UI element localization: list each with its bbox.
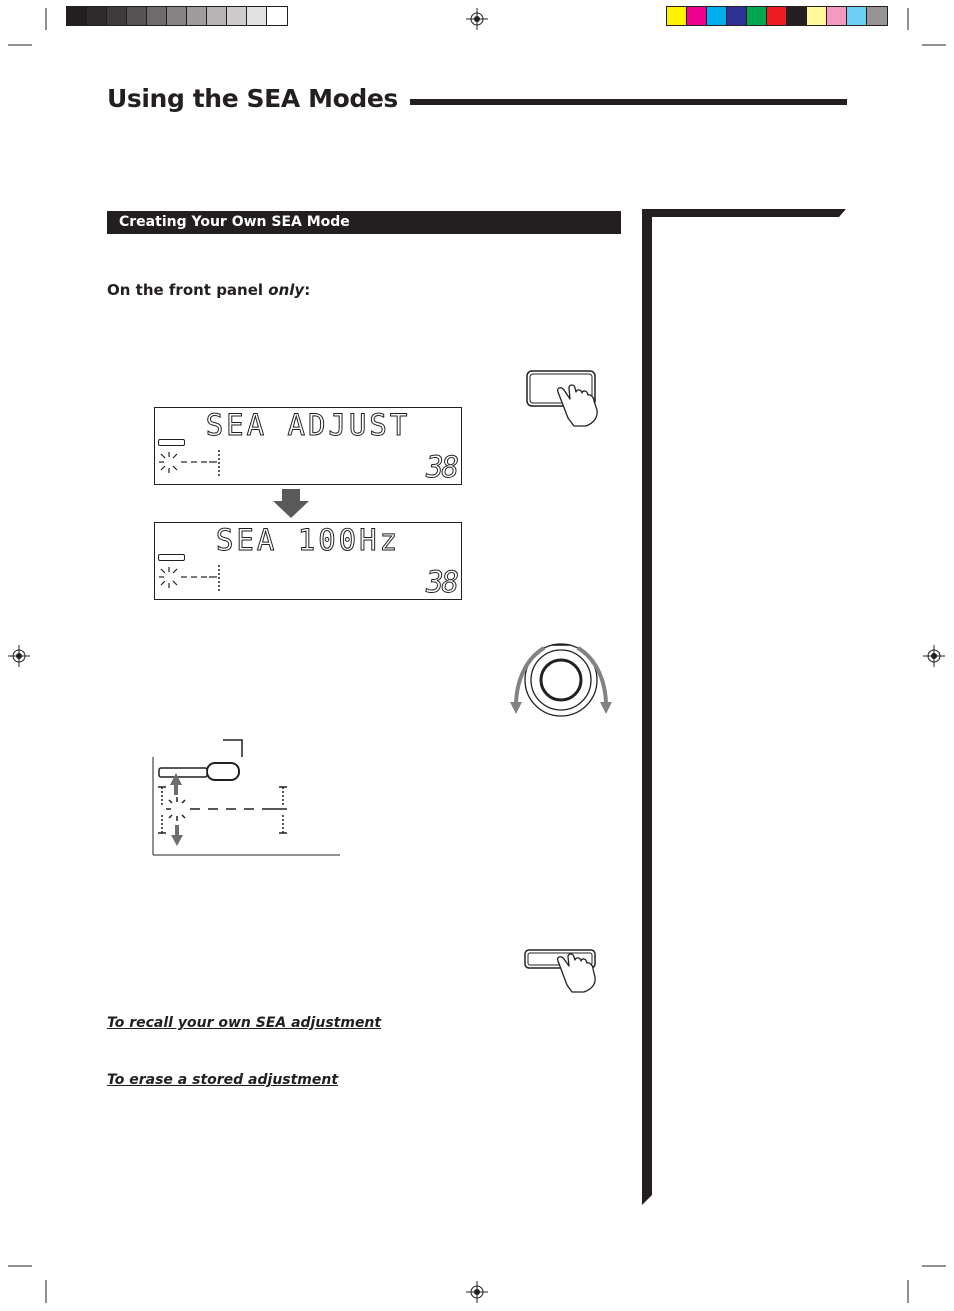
- lcd-text: SEA ADJUST: [205, 408, 411, 442]
- lcd-indicator: [158, 554, 185, 561]
- front-panel-note-prefix: On the front panel: [107, 281, 269, 299]
- registration-mark-icon: [466, 8, 488, 30]
- arrow-down-icon: [273, 489, 309, 519]
- blink-indicator-icon: [157, 563, 225, 593]
- hand-press-icon: [522, 947, 602, 995]
- registration-mark-icon: [8, 645, 30, 667]
- rotary-knob-icon: [506, 640, 616, 720]
- front-panel-note-suffix: :: [304, 281, 311, 299]
- lcd-text: SEA 100Hz: [215, 523, 401, 557]
- level-adjust-diagram: [150, 735, 345, 860]
- lcd-number: 38: [426, 450, 457, 484]
- registration-mark-icon: [923, 645, 945, 667]
- blink-indicator-icon: [157, 448, 225, 478]
- registration-mark-icon: [466, 1281, 488, 1303]
- recall-heading: To recall your own SEA adjustment: [107, 1015, 382, 1031]
- section-heading: Creating Your Own SEA Mode: [107, 211, 621, 234]
- title-rule: [410, 99, 847, 105]
- front-panel-note-emphasis: only: [268, 281, 305, 299]
- lcd-display-100hz: [154, 522, 462, 600]
- lcd-display-adjust: [154, 407, 462, 485]
- erase-heading: To erase a stored adjustment: [107, 1072, 339, 1088]
- sidebar-frame: [642, 209, 848, 1205]
- page-title: Using the SEA Modes: [107, 84, 398, 113]
- front-panel-note: [107, 281, 310, 299]
- lcd-indicator: [158, 439, 185, 446]
- lcd-number: 38: [426, 565, 457, 599]
- hand-press-icon: [524, 368, 604, 430]
